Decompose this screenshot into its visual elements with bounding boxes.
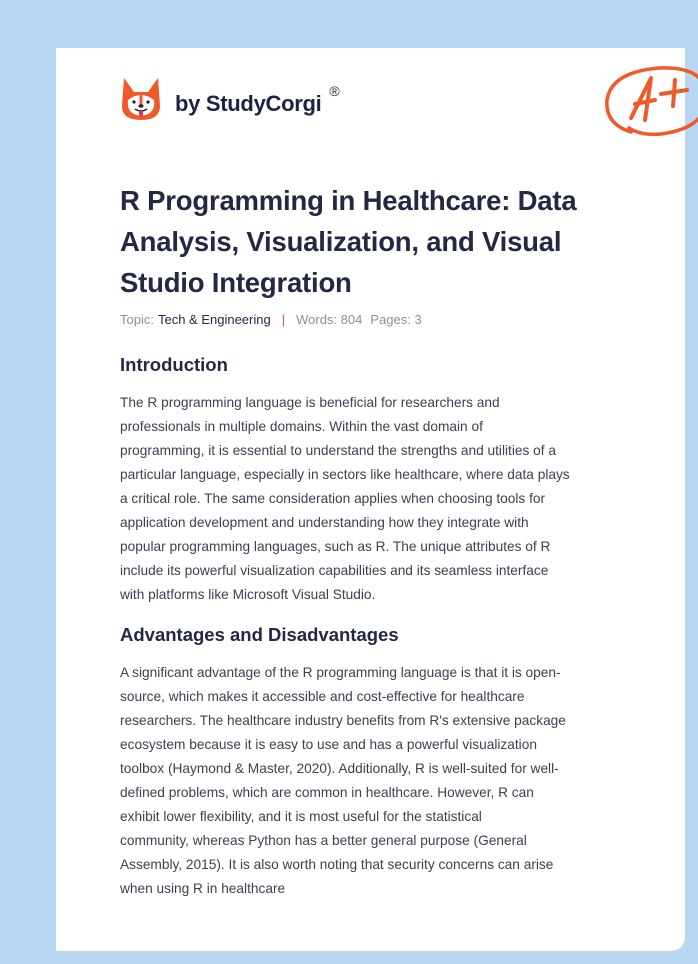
paragraph-line: A significant advantage of the R programming language is that it is open- — [120, 665, 561, 680]
paragraph-line: The R programming language is beneficial for researchers and — [120, 395, 500, 410]
paragraph-line: application development and understanding how they integrate with — [120, 515, 529, 530]
paragraph-line: ecosystem because it is easy to use and has a powerful visualization — [120, 737, 537, 752]
paragraph-line: community, whereas Python has a better general purpose (General — [120, 833, 527, 848]
paragraph-line: professionals in multiple domains. Within the vast domain of — [120, 419, 483, 434]
paragraph-line: programming, it is essential to understand the strengths and utilities of a — [120, 443, 556, 458]
paragraph-line: include its powerful visualization capabilities and its seamless interface — [120, 563, 549, 578]
topic-label: Topic: — [120, 312, 154, 327]
paragraph-line: particular language, especially in sectors like healthcare, where data plays — [120, 467, 570, 482]
studycorgi-logo[interactable] — [120, 76, 340, 122]
paragraph-line: Assembly, 2015). It is also worth noting that security concerns can arise — [120, 857, 554, 872]
page-header — [120, 76, 650, 146]
paragraph-line: with platforms like Microsoft Visual Studio. — [120, 587, 376, 602]
page-count: Pages: 3 — [370, 312, 422, 327]
paragraph-line: when using R in healthcare — [120, 881, 286, 896]
logo-wordmark: by StudyCorgi — [175, 91, 322, 116]
paragraph-line: popular programming languages, such as R. The unique attributes of R — [120, 539, 551, 554]
section-heading-advantages: Advantages and Disadvantages — [120, 624, 399, 645]
document-meta — [120, 312, 422, 327]
a-plus-grade-icon — [601, 62, 698, 142]
section-heading-introduction: Introduction — [120, 354, 228, 375]
document-page — [56, 48, 685, 951]
introduction-paragraph — [120, 391, 634, 607]
topic-link[interactable]: Tech & Engineering — [157, 312, 271, 327]
title-line: Studio Integration — [120, 267, 352, 298]
paragraph-line: exhibit lower flexibility, and it is most useful for the statistical — [120, 809, 482, 824]
advantages-paragraph — [120, 661, 634, 901]
document-title — [120, 180, 640, 303]
logo-text — [175, 83, 340, 117]
paragraph-line: toolbox (Haymond & Master, 2020). Additionally, R is well-suited for well- — [120, 761, 559, 776]
registered-mark: ® — [329, 83, 340, 99]
paragraph-line: researchers. The healthcare industry benefits from R's extensive package — [120, 713, 566, 728]
title-line: Analysis, Visualization, and Visual — [120, 226, 562, 257]
word-count: Words: 804 — [296, 312, 363, 327]
corgi-logo-icon — [120, 76, 162, 122]
title-line: R Programming in Healthcare: Data — [120, 185, 577, 216]
paragraph-line: source, which makes it accessible and cost-effective for healthcare — [120, 689, 525, 704]
paragraph-line: defined problems, which are common in healthcare. However, R can — [120, 785, 534, 800]
paragraph-line: a critical role. The same consideration applies when choosing tools for — [120, 491, 546, 506]
meta-separator: | — [281, 312, 286, 327]
